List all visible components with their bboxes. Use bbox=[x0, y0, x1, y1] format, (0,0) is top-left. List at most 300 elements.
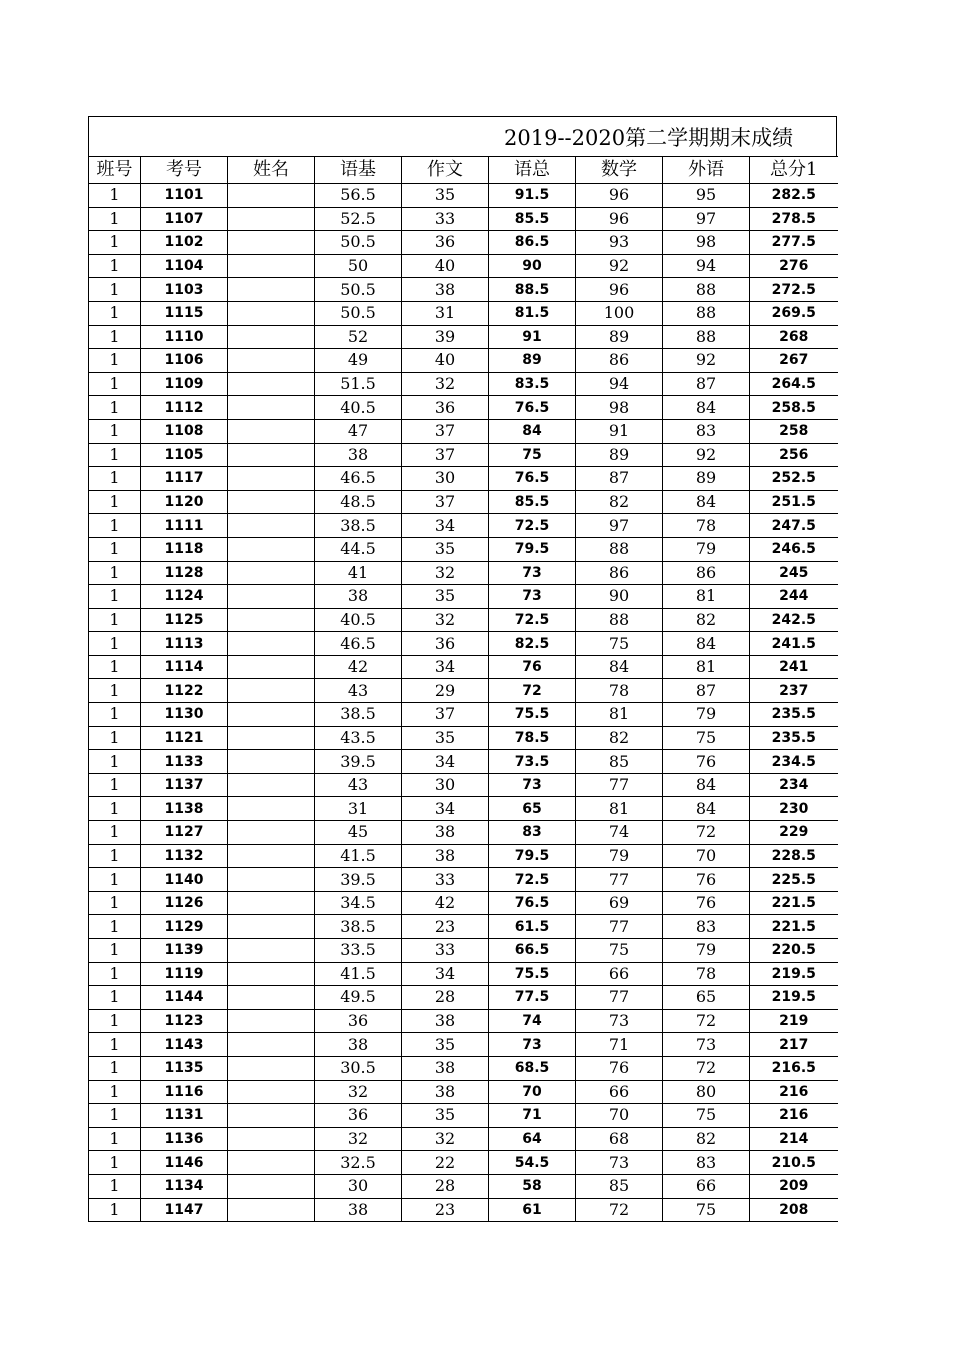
cell-math: 98 bbox=[576, 396, 663, 420]
cell-chinese-total: 75.5 bbox=[489, 962, 576, 986]
cell-chinese-basic: 56.5 bbox=[315, 184, 402, 208]
cell-foreign-language: 78 bbox=[663, 514, 750, 538]
cell-chinese-total: 66.5 bbox=[489, 939, 576, 963]
cell-math: 70 bbox=[576, 1104, 663, 1128]
table-row bbox=[89, 561, 838, 585]
cell-math: 77 bbox=[576, 986, 663, 1010]
cell-foreign-language: 73 bbox=[663, 1033, 750, 1057]
table-row bbox=[89, 726, 838, 750]
cell-composition: 38 bbox=[402, 844, 489, 868]
cell-chinese-basic: 50.5 bbox=[315, 301, 402, 325]
cell-exam-no: 1143 bbox=[141, 1033, 228, 1057]
cell-total-score: 225.5 bbox=[750, 868, 838, 892]
cell-chinese-total: 91.5 bbox=[489, 184, 576, 208]
table-row bbox=[89, 939, 838, 963]
cell-total-score: 269.5 bbox=[750, 301, 838, 325]
cell-name bbox=[228, 1104, 315, 1128]
cell-math: 88 bbox=[576, 608, 663, 632]
cell-chinese-basic: 34.5 bbox=[315, 891, 402, 915]
cell-exam-no: 1116 bbox=[141, 1080, 228, 1104]
cell-class-no: 1 bbox=[89, 396, 141, 420]
cell-foreign-language: 65 bbox=[663, 986, 750, 1010]
cell-total-score: 241 bbox=[750, 655, 838, 679]
cell-name bbox=[228, 561, 315, 585]
cell-name bbox=[228, 750, 315, 774]
cell-class-no: 1 bbox=[89, 1198, 141, 1222]
cell-total-score: 277.5 bbox=[750, 231, 838, 255]
cell-chinese-total: 76.5 bbox=[489, 396, 576, 420]
cell-composition: 35 bbox=[402, 585, 489, 609]
cell-composition: 37 bbox=[402, 419, 489, 443]
cell-composition: 38 bbox=[402, 1009, 489, 1033]
cell-chinese-total: 85.5 bbox=[489, 490, 576, 514]
cell-composition: 33 bbox=[402, 939, 489, 963]
cell-chinese-basic: 41.5 bbox=[315, 962, 402, 986]
cell-foreign-language: 88 bbox=[663, 325, 750, 349]
table-row bbox=[89, 1127, 838, 1151]
cell-total-score: 264.5 bbox=[750, 372, 838, 396]
cell-math: 66 bbox=[576, 962, 663, 986]
cell-class-no: 1 bbox=[89, 419, 141, 443]
cell-exam-no: 1130 bbox=[141, 703, 228, 727]
cell-chinese-basic: 39.5 bbox=[315, 750, 402, 774]
cell-total-score: 251.5 bbox=[750, 490, 838, 514]
table-row bbox=[89, 1009, 838, 1033]
table-row bbox=[89, 844, 838, 868]
cell-foreign-language: 72 bbox=[663, 1056, 750, 1080]
cell-name bbox=[228, 679, 315, 703]
table-row bbox=[89, 514, 838, 538]
cell-class-no: 1 bbox=[89, 655, 141, 679]
cell-exam-no: 1119 bbox=[141, 962, 228, 986]
cell-class-no: 1 bbox=[89, 561, 141, 585]
table-row bbox=[89, 278, 838, 302]
cell-exam-no: 1114 bbox=[141, 655, 228, 679]
cell-math: 89 bbox=[576, 443, 663, 467]
cell-class-no: 1 bbox=[89, 467, 141, 491]
cell-total-score: 221.5 bbox=[750, 915, 838, 939]
cell-composition: 35 bbox=[402, 1104, 489, 1128]
cell-total-score: 241.5 bbox=[750, 632, 838, 656]
cell-math: 90 bbox=[576, 585, 663, 609]
table-row bbox=[89, 1151, 838, 1175]
cell-chinese-total: 72.5 bbox=[489, 608, 576, 632]
cell-exam-no: 1124 bbox=[141, 585, 228, 609]
cell-foreign-language: 82 bbox=[663, 1127, 750, 1151]
table-row bbox=[89, 231, 838, 255]
cell-class-no: 1 bbox=[89, 891, 141, 915]
cell-total-score: 216.5 bbox=[750, 1056, 838, 1080]
cell-chinese-basic: 43.5 bbox=[315, 726, 402, 750]
cell-foreign-language: 94 bbox=[663, 254, 750, 278]
cell-name bbox=[228, 301, 315, 325]
cell-total-score: 282.5 bbox=[750, 184, 838, 208]
cell-chinese-total: 79.5 bbox=[489, 537, 576, 561]
cell-composition: 29 bbox=[402, 679, 489, 703]
cell-foreign-language: 72 bbox=[663, 1009, 750, 1033]
cell-total-score: 220.5 bbox=[750, 939, 838, 963]
cell-math: 77 bbox=[576, 773, 663, 797]
cell-class-no: 1 bbox=[89, 1104, 141, 1128]
cell-class-no: 1 bbox=[89, 278, 141, 302]
cell-chinese-basic: 39.5 bbox=[315, 868, 402, 892]
cell-chinese-basic: 47 bbox=[315, 419, 402, 443]
cell-name bbox=[228, 278, 315, 302]
cell-name bbox=[228, 939, 315, 963]
cell-total-score: 216 bbox=[750, 1104, 838, 1128]
cell-exam-no: 1135 bbox=[141, 1056, 228, 1080]
cell-chinese-total: 76.5 bbox=[489, 467, 576, 491]
cell-math: 66 bbox=[576, 1080, 663, 1104]
cell-composition: 38 bbox=[402, 821, 489, 845]
cell-chinese-basic: 49.5 bbox=[315, 986, 402, 1010]
cell-foreign-language: 84 bbox=[663, 490, 750, 514]
cell-name bbox=[228, 443, 315, 467]
cell-math: 93 bbox=[576, 231, 663, 255]
cell-chinese-total: 73 bbox=[489, 561, 576, 585]
cell-chinese-basic: 32 bbox=[315, 1080, 402, 1104]
table-row bbox=[89, 325, 838, 349]
table-row bbox=[89, 184, 838, 208]
cell-foreign-language: 88 bbox=[663, 278, 750, 302]
cell-chinese-basic: 38.5 bbox=[315, 915, 402, 939]
cell-foreign-language: 87 bbox=[663, 372, 750, 396]
cell-chinese-basic: 41.5 bbox=[315, 844, 402, 868]
cell-exam-no: 1122 bbox=[141, 679, 228, 703]
cell-math: 72 bbox=[576, 1198, 663, 1222]
cell-chinese-total: 72 bbox=[489, 679, 576, 703]
cell-composition: 38 bbox=[402, 1080, 489, 1104]
cell-exam-no: 1121 bbox=[141, 726, 228, 750]
cell-chinese-basic: 49 bbox=[315, 349, 402, 373]
cell-class-no: 1 bbox=[89, 962, 141, 986]
cell-foreign-language: 84 bbox=[663, 773, 750, 797]
cell-exam-no: 1138 bbox=[141, 797, 228, 821]
cell-name bbox=[228, 915, 315, 939]
cell-chinese-basic: 51.5 bbox=[315, 372, 402, 396]
cell-exam-no: 1132 bbox=[141, 844, 228, 868]
cell-chinese-total: 90 bbox=[489, 254, 576, 278]
cell-chinese-basic: 43 bbox=[315, 773, 402, 797]
cell-chinese-basic: 30 bbox=[315, 1174, 402, 1198]
cell-math: 73 bbox=[576, 1009, 663, 1033]
cell-chinese-total: 68.5 bbox=[489, 1056, 576, 1080]
cell-math: 68 bbox=[576, 1127, 663, 1151]
cell-total-score: 209 bbox=[750, 1174, 838, 1198]
cell-math: 75 bbox=[576, 632, 663, 656]
table-row bbox=[89, 821, 838, 845]
cell-name bbox=[228, 844, 315, 868]
cell-composition: 35 bbox=[402, 1033, 489, 1057]
cell-name bbox=[228, 632, 315, 656]
cell-math: 85 bbox=[576, 750, 663, 774]
cell-composition: 42 bbox=[402, 891, 489, 915]
cell-composition: 22 bbox=[402, 1151, 489, 1175]
cell-class-no: 1 bbox=[89, 679, 141, 703]
cell-name bbox=[228, 868, 315, 892]
cell-composition: 30 bbox=[402, 773, 489, 797]
table-row bbox=[89, 443, 838, 467]
cell-chinese-total: 58 bbox=[489, 1174, 576, 1198]
table-row bbox=[89, 1198, 838, 1222]
cell-foreign-language: 81 bbox=[663, 585, 750, 609]
cell-chinese-basic: 45 bbox=[315, 821, 402, 845]
cell-total-score: 216 bbox=[750, 1080, 838, 1104]
cell-chinese-total: 65 bbox=[489, 797, 576, 821]
cell-composition: 37 bbox=[402, 490, 489, 514]
cell-math: 71 bbox=[576, 1033, 663, 1057]
cell-chinese-total: 79.5 bbox=[489, 844, 576, 868]
cell-chinese-basic: 50 bbox=[315, 254, 402, 278]
cell-exam-no: 1109 bbox=[141, 372, 228, 396]
cell-chinese-basic: 38 bbox=[315, 585, 402, 609]
cell-total-score: 219 bbox=[750, 1009, 838, 1033]
cell-math: 73 bbox=[576, 1151, 663, 1175]
cell-name bbox=[228, 1198, 315, 1222]
cell-chinese-basic: 30.5 bbox=[315, 1056, 402, 1080]
cell-foreign-language: 82 bbox=[663, 608, 750, 632]
table-body bbox=[89, 184, 838, 1222]
cell-composition: 36 bbox=[402, 231, 489, 255]
cell-chinese-total: 89 bbox=[489, 349, 576, 373]
header-row bbox=[89, 157, 838, 184]
cell-math: 86 bbox=[576, 349, 663, 373]
cell-exam-no: 1118 bbox=[141, 537, 228, 561]
cell-exam-no: 1105 bbox=[141, 443, 228, 467]
table-row bbox=[89, 868, 838, 892]
cell-foreign-language: 66 bbox=[663, 1174, 750, 1198]
cell-exam-no: 1101 bbox=[141, 184, 228, 208]
table-row bbox=[89, 207, 838, 231]
cell-class-no: 1 bbox=[89, 231, 141, 255]
cell-foreign-language: 84 bbox=[663, 797, 750, 821]
table-row bbox=[89, 396, 838, 420]
cell-name bbox=[228, 1056, 315, 1080]
cell-total-score: 219.5 bbox=[750, 962, 838, 986]
cell-name bbox=[228, 773, 315, 797]
cell-name bbox=[228, 325, 315, 349]
sheet-title: 2019--2020第二学期期末成绩 bbox=[504, 126, 794, 150]
header-math: 数学 bbox=[576, 157, 663, 184]
cell-class-no: 1 bbox=[89, 750, 141, 774]
cell-exam-no: 1112 bbox=[141, 396, 228, 420]
cell-math: 97 bbox=[576, 514, 663, 538]
header-chinese-basic: 语基 bbox=[315, 157, 402, 184]
cell-math: 74 bbox=[576, 821, 663, 845]
cell-foreign-language: 75 bbox=[663, 1198, 750, 1222]
cell-name bbox=[228, 419, 315, 443]
cell-math: 92 bbox=[576, 254, 663, 278]
header-chinese-total: 语总 bbox=[489, 157, 576, 184]
cell-name bbox=[228, 1151, 315, 1175]
cell-chinese-basic: 52 bbox=[315, 325, 402, 349]
cell-chinese-total: 81.5 bbox=[489, 301, 576, 325]
table-row bbox=[89, 632, 838, 656]
title-row bbox=[88, 116, 837, 156]
cell-chinese-basic: 50.5 bbox=[315, 278, 402, 302]
cell-chinese-total: 77.5 bbox=[489, 986, 576, 1010]
cell-foreign-language: 83 bbox=[663, 915, 750, 939]
cell-exam-no: 1134 bbox=[141, 1174, 228, 1198]
header-foreign-language: 外语 bbox=[663, 157, 750, 184]
cell-composition: 37 bbox=[402, 703, 489, 727]
cell-name bbox=[228, 207, 315, 231]
table-row bbox=[89, 962, 838, 986]
cell-chinese-basic: 44.5 bbox=[315, 537, 402, 561]
header-class-no: 班号 bbox=[89, 157, 141, 184]
table-row bbox=[89, 1080, 838, 1104]
cell-foreign-language: 76 bbox=[663, 750, 750, 774]
cell-name bbox=[228, 490, 315, 514]
cell-composition: 39 bbox=[402, 325, 489, 349]
cell-name bbox=[228, 372, 315, 396]
cell-math: 85 bbox=[576, 1174, 663, 1198]
cell-exam-no: 1125 bbox=[141, 608, 228, 632]
cell-composition: 40 bbox=[402, 349, 489, 373]
cell-exam-no: 1103 bbox=[141, 278, 228, 302]
cell-name bbox=[228, 703, 315, 727]
table-row bbox=[89, 467, 838, 491]
cell-exam-no: 1126 bbox=[141, 891, 228, 915]
cell-chinese-total: 73 bbox=[489, 773, 576, 797]
cell-name bbox=[228, 655, 315, 679]
cell-chinese-basic: 46.5 bbox=[315, 632, 402, 656]
cell-total-score: 246.5 bbox=[750, 537, 838, 561]
cell-math: 82 bbox=[576, 726, 663, 750]
cell-class-no: 1 bbox=[89, 1009, 141, 1033]
cell-math: 76 bbox=[576, 1056, 663, 1080]
cell-total-score: 247.5 bbox=[750, 514, 838, 538]
cell-chinese-total: 71 bbox=[489, 1104, 576, 1128]
cell-class-no: 1 bbox=[89, 608, 141, 632]
cell-class-no: 1 bbox=[89, 844, 141, 868]
cell-exam-no: 1146 bbox=[141, 1151, 228, 1175]
header-name: 姓名 bbox=[228, 157, 315, 184]
cell-composition: 28 bbox=[402, 986, 489, 1010]
cell-exam-no: 1113 bbox=[141, 632, 228, 656]
cell-chinese-basic: 40.5 bbox=[315, 608, 402, 632]
cell-chinese-total: 61 bbox=[489, 1198, 576, 1222]
cell-composition: 37 bbox=[402, 443, 489, 467]
cell-exam-no: 1128 bbox=[141, 561, 228, 585]
cell-chinese-total: 73 bbox=[489, 585, 576, 609]
cell-math: 96 bbox=[576, 207, 663, 231]
cell-chinese-basic: 32 bbox=[315, 1127, 402, 1151]
cell-foreign-language: 89 bbox=[663, 467, 750, 491]
cell-exam-no: 1140 bbox=[141, 868, 228, 892]
cell-class-no: 1 bbox=[89, 1174, 141, 1198]
cell-class-no: 1 bbox=[89, 325, 141, 349]
cell-exam-no: 1117 bbox=[141, 467, 228, 491]
cell-foreign-language: 81 bbox=[663, 655, 750, 679]
cell-name bbox=[228, 986, 315, 1010]
cell-foreign-language: 70 bbox=[663, 844, 750, 868]
header-total-score: 总分1 bbox=[750, 157, 838, 184]
cell-composition: 40 bbox=[402, 254, 489, 278]
table-row bbox=[89, 537, 838, 561]
cell-name bbox=[228, 962, 315, 986]
cell-chinese-total: 61.5 bbox=[489, 915, 576, 939]
table-row bbox=[89, 1174, 838, 1198]
cell-chinese-total: 73 bbox=[489, 1033, 576, 1057]
cell-chinese-total: 76.5 bbox=[489, 891, 576, 915]
cell-chinese-total: 91 bbox=[489, 325, 576, 349]
cell-name bbox=[228, 467, 315, 491]
table-row bbox=[89, 986, 838, 1010]
cell-composition: 32 bbox=[402, 372, 489, 396]
cell-total-score: 214 bbox=[750, 1127, 838, 1151]
cell-chinese-basic: 50.5 bbox=[315, 231, 402, 255]
cell-foreign-language: 84 bbox=[663, 632, 750, 656]
cell-exam-no: 1120 bbox=[141, 490, 228, 514]
cell-total-score: 267 bbox=[750, 349, 838, 373]
cell-composition: 38 bbox=[402, 278, 489, 302]
cell-composition: 34 bbox=[402, 797, 489, 821]
cell-class-no: 1 bbox=[89, 773, 141, 797]
cell-name bbox=[228, 1009, 315, 1033]
cell-name bbox=[228, 821, 315, 845]
cell-class-no: 1 bbox=[89, 443, 141, 467]
table-row bbox=[89, 608, 838, 632]
cell-total-score: 268 bbox=[750, 325, 838, 349]
cell-chinese-total: 85.5 bbox=[489, 207, 576, 231]
cell-chinese-basic: 33.5 bbox=[315, 939, 402, 963]
cell-chinese-total: 86.5 bbox=[489, 231, 576, 255]
cell-foreign-language: 84 bbox=[663, 396, 750, 420]
cell-foreign-language: 78 bbox=[663, 962, 750, 986]
cell-class-no: 1 bbox=[89, 1127, 141, 1151]
cell-total-score: 234.5 bbox=[750, 750, 838, 774]
cell-chinese-total: 64 bbox=[489, 1127, 576, 1151]
cell-name bbox=[228, 537, 315, 561]
cell-class-no: 1 bbox=[89, 986, 141, 1010]
cell-class-no: 1 bbox=[89, 1033, 141, 1057]
cell-composition: 35 bbox=[402, 537, 489, 561]
cell-foreign-language: 80 bbox=[663, 1080, 750, 1104]
cell-composition: 28 bbox=[402, 1174, 489, 1198]
cell-math: 96 bbox=[576, 278, 663, 302]
cell-class-no: 1 bbox=[89, 372, 141, 396]
cell-exam-no: 1127 bbox=[141, 821, 228, 845]
cell-total-score: 221.5 bbox=[750, 891, 838, 915]
cell-class-no: 1 bbox=[89, 490, 141, 514]
cell-exam-no: 1129 bbox=[141, 915, 228, 939]
cell-math: 79 bbox=[576, 844, 663, 868]
cell-name bbox=[228, 254, 315, 278]
cell-foreign-language: 83 bbox=[663, 1151, 750, 1175]
cell-total-score: 235.5 bbox=[750, 726, 838, 750]
cell-class-no: 1 bbox=[89, 1080, 141, 1104]
cell-class-no: 1 bbox=[89, 254, 141, 278]
cell-foreign-language: 76 bbox=[663, 891, 750, 915]
cell-name bbox=[228, 396, 315, 420]
table-row bbox=[89, 490, 838, 514]
cell-exam-no: 1104 bbox=[141, 254, 228, 278]
cell-total-score: 244 bbox=[750, 585, 838, 609]
cell-total-score: 252.5 bbox=[750, 467, 838, 491]
score-table bbox=[88, 156, 838, 1222]
cell-foreign-language: 72 bbox=[663, 821, 750, 845]
cell-class-no: 1 bbox=[89, 703, 141, 727]
cell-math: 69 bbox=[576, 891, 663, 915]
cell-total-score: 256 bbox=[750, 443, 838, 467]
cell-foreign-language: 79 bbox=[663, 939, 750, 963]
cell-foreign-language: 79 bbox=[663, 703, 750, 727]
table-row bbox=[89, 585, 838, 609]
cell-total-score: 219.5 bbox=[750, 986, 838, 1010]
cell-composition: 34 bbox=[402, 514, 489, 538]
cell-total-score: 210.5 bbox=[750, 1151, 838, 1175]
